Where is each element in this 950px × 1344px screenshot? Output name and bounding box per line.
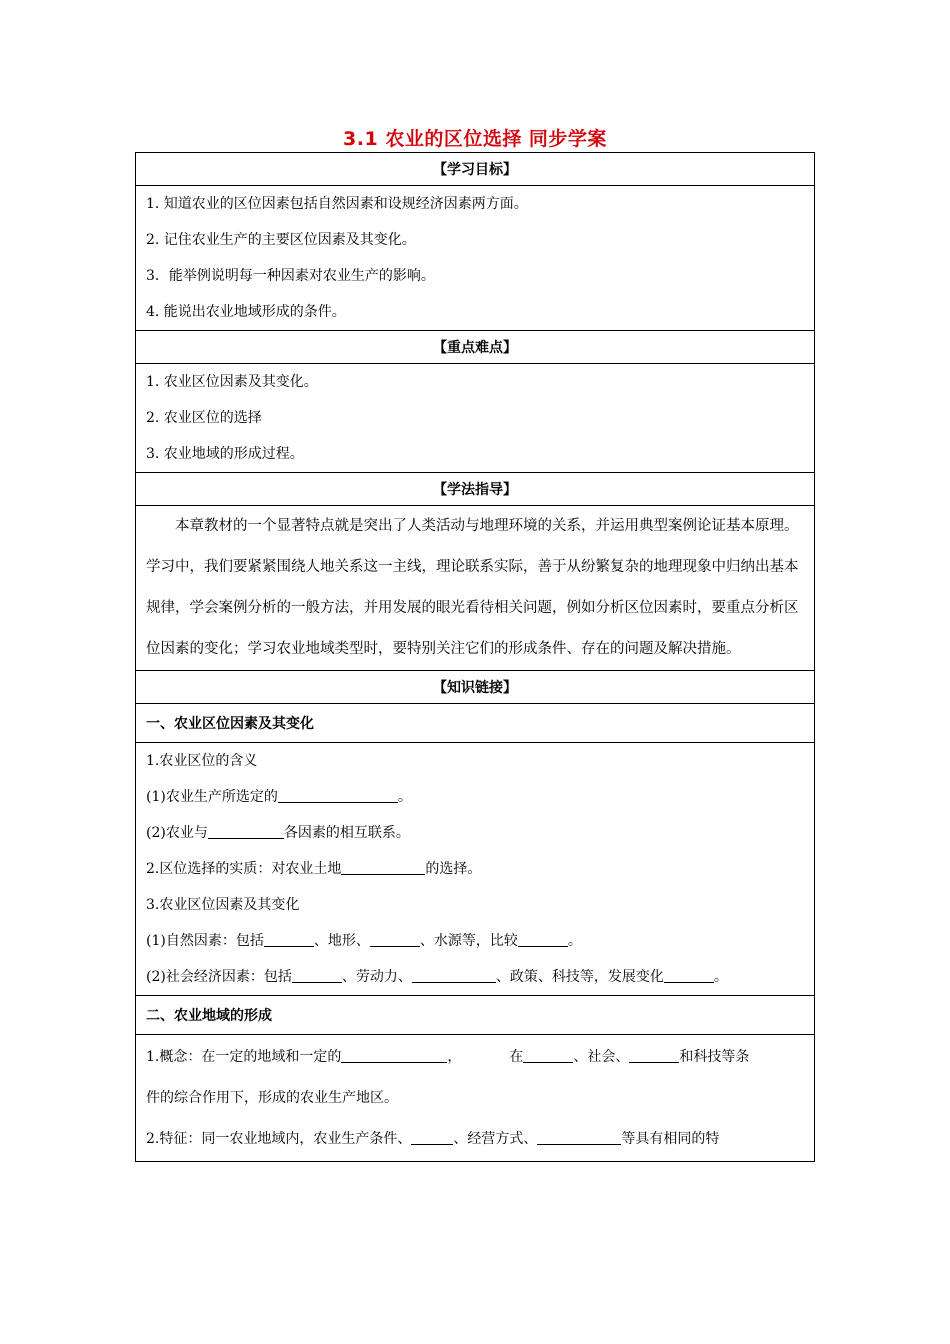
- part1-line: 1.农业区位的含义: [146, 753, 258, 769]
- part2-title: 二、农业地域的形成: [136, 996, 815, 1035]
- section-header-method: 【学法指导】: [136, 473, 815, 506]
- part1-line: (1)农业生产所选定的 。: [146, 789, 412, 805]
- fill-blank: [264, 932, 314, 947]
- section-header-knowledge: 【知识链接】: [136, 671, 815, 704]
- fill-blank: [629, 1048, 679, 1063]
- part2-cell: [136, 1035, 815, 1162]
- fill-blank: [292, 968, 342, 983]
- key-point-item: 3. 农业地域的形成过程。: [146, 446, 304, 462]
- part1-line: (1)自然因素：包括 、地形、 、水源等，比较 。: [146, 933, 582, 949]
- key-points-cell: [136, 364, 815, 473]
- part2-line: 2.特征：同一农业地域内，农业生产条件、 、经营方式、 等具有相同的特: [146, 1131, 720, 1147]
- key-point-item: 2. 农业区位的选择: [146, 410, 262, 426]
- part2-line: 1.概念：在一定的地域和一定的 ， 在 、社会、 和科技等条: [146, 1049, 750, 1065]
- part1-line: 2.区位选择的实质：对农业土地 的选择。: [146, 861, 482, 877]
- part1-line: 3.农业区位因素及其变化: [146, 897, 300, 913]
- fill-blank: [411, 1130, 453, 1145]
- part2-line: 件的综合作用下，形成的农业生产地区。: [146, 1090, 398, 1106]
- fill-blank: [412, 968, 496, 983]
- fill-blank: [664, 968, 714, 983]
- study-guide-table: [135, 152, 815, 1162]
- method-paragraph: 本章教材的一个显著特点就是突出了人类活动与地理环境的关系，并运用典型案例论证基本原理。学习中，我们要紧紧围绕人地关系这一主线，理论联系实际，善于从纷繁复杂的地理现象中归纳出基本规律，学会案例分析的一般方法，并用发展的眼光看待相关问题，例如分析区位因素时，要重点分析区位因素的变化；学习农业地域类型时，要特别关注它们的形成条件、存在的问题及解决措施。: [146, 518, 799, 657]
- part1-line: (2)农业与 各因素的相互联系。: [146, 825, 410, 841]
- page-title: 3.1 农业的区位选择 同步学案: [343, 128, 607, 150]
- section-header-key-points: 【重点难点】: [136, 331, 815, 364]
- goal-item: 3．能举例说明每一种因素对农业生产的影响。: [146, 268, 435, 284]
- part1-line: (2)社会经济因素：包括 、劳动力、 、政策、科技等，发展变化 。: [146, 969, 728, 985]
- fill-blank: [341, 860, 425, 875]
- part1-cell: [136, 743, 815, 996]
- goal-item: 1. 知道农业的区位因素包括自然因素和设规经济因素两方面。: [146, 196, 528, 212]
- goals-cell: [136, 186, 815, 331]
- fill-blank: [341, 1048, 447, 1063]
- section-header-goals: 【学习目标】: [136, 153, 815, 186]
- fill-blank: [523, 1048, 573, 1063]
- fill-blank: [278, 788, 398, 803]
- goal-item: 4. 能说出农业地域形成的条件。: [146, 304, 346, 320]
- method-cell: [136, 506, 815, 671]
- key-point-item: 1. 农业区位因素及其变化。: [146, 374, 318, 390]
- fill-blank: [370, 932, 420, 947]
- part1-title: 一、农业区位因素及其变化: [136, 704, 815, 743]
- fill-blank: [518, 932, 568, 947]
- fill-blank: [208, 824, 284, 839]
- goal-item: 2. 记住农业生产的主要区位因素及其变化。: [146, 232, 416, 248]
- fill-blank: [537, 1130, 621, 1145]
